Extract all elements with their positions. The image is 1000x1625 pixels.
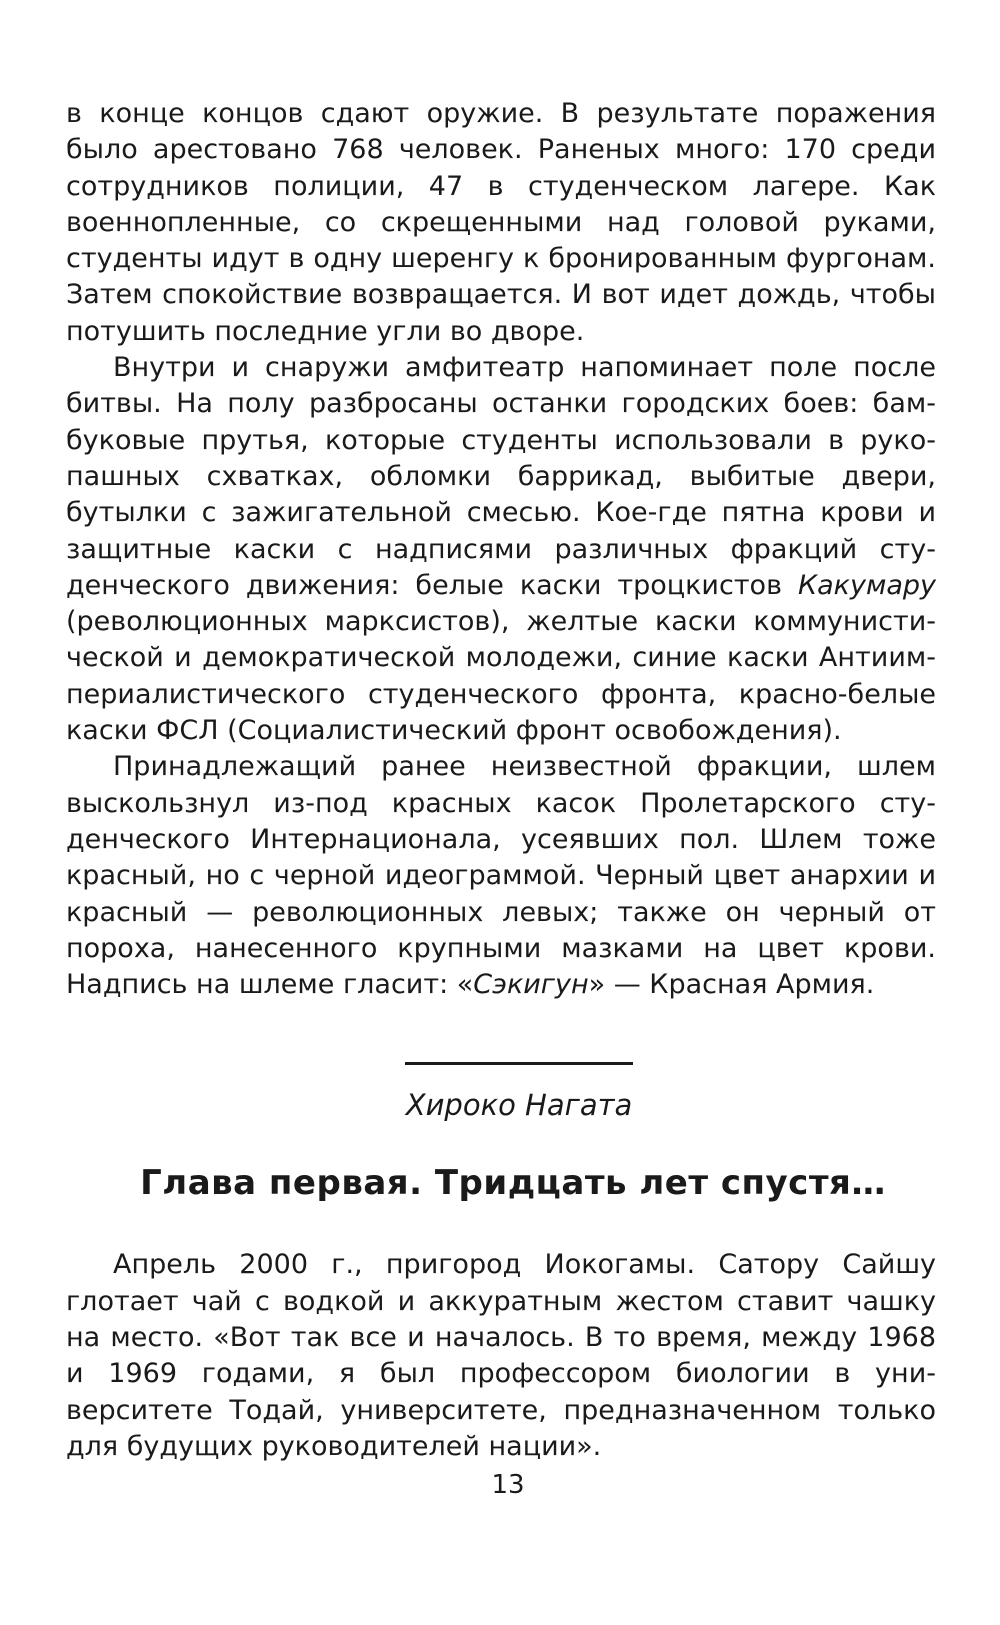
paragraph-amphitheater-text-b: (революционных марксистов), желтые каски коммунистической и демократической молодежи, синие каски Антиимпериалистического студенческого фронта, красно-белые каски ФСЛ (Социалистический фронт освобождения). — [66, 606, 936, 747]
chapter-title: Глава первая. Тридцать лет спустя… — [140, 1163, 886, 1204]
paragraph-amphitheater-text-a: Внутри и снаружи амфитеатр напоминает поле после битвы. На полу разбросаны останки городских боев: бамбуковые прутья, которые студенты использовали в рукопашных схватках, обломки баррикад, выбитые двери, бутылки с зажигательной смесью. Кое-где пятна крови и защитные каски с надписями различных фракций студенческого движения: белые каски троцкистов — [66, 352, 936, 601]
book-page — [66, 96, 936, 1465]
paragraph-amphitheater — [66, 350, 936, 749]
paragraph-helmet — [66, 749, 936, 1003]
paragraph-continuation: в конце концов сдают оружие. В результате поражения было арестовано 768 человек. Раненых много: 170 среди сотрудников полиции, 47 в студенческом лагере. Как военнопленные, со скрещенными над головой руками, студенты идут в одну шеренгу к бронированным фургонам. Затем спокойствие возвращается. И вот идет дождь, чтобы потушить последние угли во дворе. — [66, 98, 936, 347]
paragraph-helmet-text-a: Принадлежащий ранее неизвестной фракции, шлем выскользнул из-под красных касок Пролетарского студенческого Интернационала, усеявших пол. Шлем тоже красный, но с черной идеограммой. Черный цвет анархии и красный — революционных левых; также он черный от пороха, нанесенного крупными мазками на цвет крови. Надпись на шлеме гласит: « — [66, 751, 936, 1001]
section-author: Хироко Нагата — [405, 1088, 633, 1123]
italic-term-kakumaru: Какумару — [797, 569, 936, 601]
paragraph-chapter-opening: Апрель 2000 г., пригород Иокогамы. Сатору Сайшу глотает чай с водкой и аккуратным жестом ставит чашку на место. «Вот так все и началось. В то время, между 1968 и 1969 годами, я был профессором биологии в университете Тодай, университете, предназначенном только для будущих руководителей нации». — [66, 1249, 936, 1462]
italic-term-sekigun: Сэкигун — [473, 969, 589, 1001]
page-number: 13 — [491, 1470, 525, 1500]
section-divider — [405, 1062, 633, 1065]
paragraph-helmet-text-b: » — Красная Армия. — [588, 969, 875, 1001]
